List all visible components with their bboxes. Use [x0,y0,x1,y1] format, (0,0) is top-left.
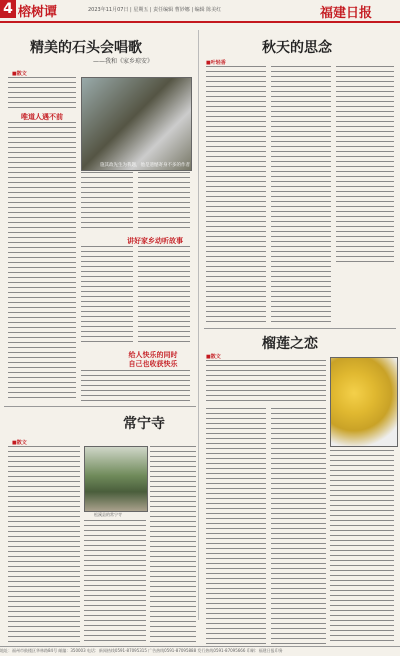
article-4-body-col3 [150,446,196,644]
page-number: 4 [0,0,16,18]
article-2-section-tag: ■叶轻香 [206,60,226,66]
article-4-body-col2 [84,520,146,644]
article-1-body-col3 [138,246,190,346]
section-rule-right [204,328,396,329]
article-1-title: 精美的石头会唱歌 [30,40,142,56]
article-1-subtitle: ——我和《家乡琼安》 [93,58,154,65]
article-1-body-col2-top [81,172,133,232]
article-1-body-col1 [8,122,76,402]
footer-imprint: 地址：福州市鼓楼区华林路84号 邮编：350003 电话：新闻热线0591-87095315 广告热线0591-87095888 发行热线0591-87095666 印刷：福建日报印务 [0,648,283,653]
issue-meta: 2023年11月07日 | 星期五 | 责任编辑 曹妙娜 | 编辑 陈美红 [88,7,222,13]
author-photo [81,77,192,171]
article-3-section-tag: ■散文 [206,354,221,360]
article-3-title: 榴莲之恋 [262,336,318,352]
article-4-body-col1 [8,446,80,644]
article-1-body-col3-top [138,172,190,232]
article-1-inline-heading-2: 讲好家乡动听故事 [127,237,183,245]
header-rule [0,21,400,23]
temple-photo [84,446,148,512]
article-2-body-col3 [336,66,394,266]
footer-rule [0,646,400,647]
article-3-body-top [206,360,326,404]
article-3-body-col1 [206,408,266,644]
article-3-body-col3 [330,450,394,644]
article-1-body-col2 [81,246,133,346]
temple-photo-caption: 松溪县的常宁寺 [94,512,122,517]
article-2-body-col1 [206,66,266,324]
article-4-title: 常宁寺 [123,416,165,432]
article-2-body-col2 [271,66,331,324]
article-1-section-tag: ■散文 [12,71,27,77]
article-1-inline-heading-1: 唯道人遇不前 [21,113,63,121]
article-1-body-col1-top [8,77,76,109]
photo-caption: 施其政先生为我题，他是遗憾寄身不多的作者 [100,163,190,168]
durian-photo [330,357,398,447]
article-4-section-tag: ■散文 [12,440,27,446]
article-2-title: 秋天的思念 [262,40,332,56]
newspaper-brand: 福建日报 [320,6,373,21]
article-1-body-bottom [81,370,190,402]
column-divider [198,30,199,620]
article-1-inline-heading-3a: 给人快乐的同时 [128,351,178,359]
column-title: 榕树谭 [18,5,58,20]
article-1-inline-heading-3b: 自己也收获快乐 [128,360,178,368]
article-3-body-col2 [271,408,326,644]
section-rule-left [4,406,196,407]
